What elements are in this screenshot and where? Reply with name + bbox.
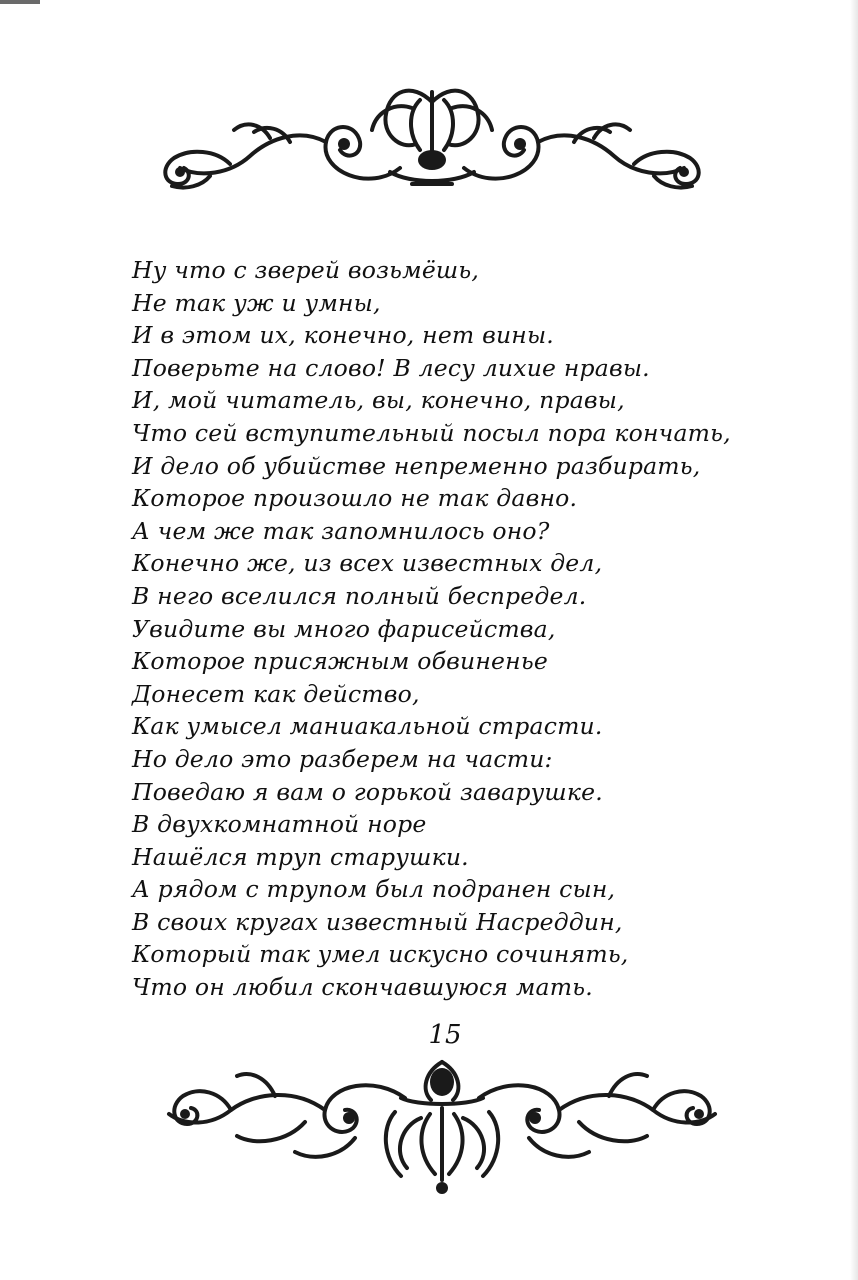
poem-line: И в этом их, конечно, нет вины.: [132, 321, 554, 350]
poem-line: И, мой читатель, вы, конечно, правы,: [132, 386, 625, 415]
poem-line: Но дело это разберем на части:: [132, 744, 553, 773]
bottom-ornament-icon: [155, 1048, 730, 1196]
poem-line: Что он любил скончавшуюся мать.: [132, 973, 593, 1002]
poem-line: Конечно же, из всех известных дел,: [132, 549, 603, 578]
poem-line: А рядом с трупом был подранен сын,: [132, 875, 616, 904]
poem-line: В двухкомнатной норе: [132, 810, 427, 839]
poem-line: Поведаю я вам о горькой заварушке.: [132, 777, 603, 806]
poem-line: И дело об убийстве непременно разбирать,: [132, 451, 701, 480]
poem-line: Как умысел маниакальной страсти.: [132, 712, 603, 741]
poem-stanza: [132, 254, 812, 1004]
poem-line: В своих кругах известный Насреддин,: [132, 907, 623, 936]
poem-line: Который так умел искусно сочинять,: [132, 940, 629, 969]
poem-line: Не так уж и умны,: [132, 288, 381, 317]
poem-line: Что сей вступительный посыл пора кончать,: [132, 418, 731, 447]
page-number: 15: [428, 1020, 462, 1050]
poem-line: В него вселился полный беспредел.: [132, 581, 587, 610]
poem-line: Которое присяжным обвиненье: [132, 647, 548, 676]
scan-edge-mark: [0, 0, 40, 4]
poem-line: Донесет как действо,: [132, 679, 420, 708]
poem-line: Поверьте на слово! В лесу лихие нравы.: [132, 353, 650, 382]
page-edge-shadow: [850, 0, 858, 1280]
poem-line: Увидите вы много фарисейства,: [132, 614, 556, 643]
poem-line: Которое произошло не так давно.: [132, 484, 578, 513]
poem-line: Нашёлся труп старушки.: [132, 842, 469, 871]
poem-line: Ну что с зверей возьмёшь,: [132, 256, 480, 284]
top-ornament-icon: [150, 72, 715, 200]
poem-line: А чем же так запомнилось оно?: [132, 516, 550, 545]
